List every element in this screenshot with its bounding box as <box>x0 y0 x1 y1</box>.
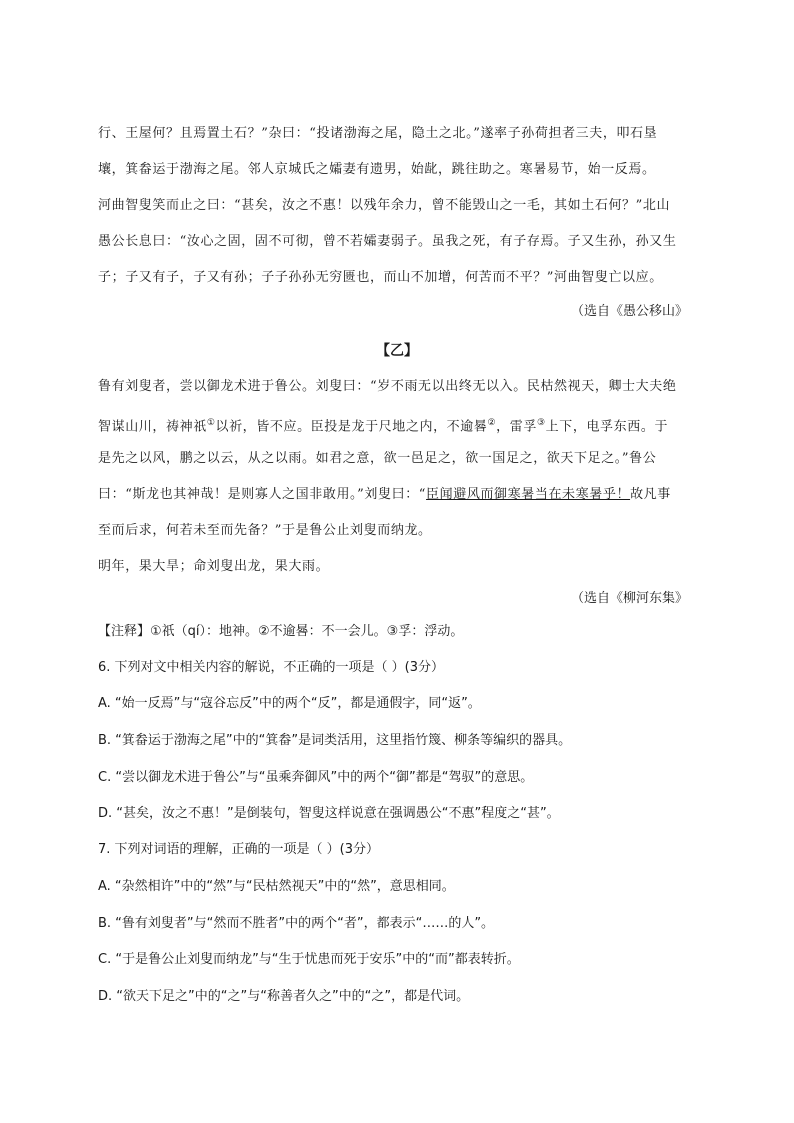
yi-line-2-part-a: 智谋山川，祷神祇 <box>98 419 207 435</box>
jia-line-3: 河曲智叟笑而止之曰：“甚矣，汝之不惠！以残年余力，曾不能毁山之一毛，其如土石何？”北山 <box>98 198 671 213</box>
question-7-stem: 7. 下列对词语的理解，正确的一项是（ ）(3分） <box>98 842 380 857</box>
yi-line-4-part-b: 故凡事 <box>630 487 671 502</box>
question-6-stem: 6. 下列对文中相关内容的解说，不正确的一项是（ ）(3分） <box>98 660 445 675</box>
question-6-option-c: C. “尝以御龙术进于鲁公”与“虽乘奔御风”中的两个“御”都是“驾驭”的意思。 <box>98 770 534 785</box>
jia-line-1: 行、王屋何？且焉置土石？”杂曰：“投诸渤海之尾，隐土之北。”遂率子孙荷担者三夫，叩石垦 <box>98 126 658 141</box>
underlined-sentence: 臣闻避风而御寒暑当在未寒暑乎！ <box>426 487 631 502</box>
yi-line-2-part-d: 上下，电孚东西。于 <box>545 419 669 435</box>
yi-line-2-part-c: ，雷孚 <box>496 419 537 435</box>
note-marker-2: ② <box>487 418 497 428</box>
yi-line-5: 至而后求，何若未至而先备？”于是鲁公止刘叟而纳龙。 <box>98 523 432 538</box>
jia-source: （选自《愚公移山》 <box>570 304 688 319</box>
yi-line-2 <box>98 413 698 437</box>
yi-line-3: 是先之以风，鹏之以云，从之以雨。如君之意，欲一邑足之，欲一国足之，欲天下足之。”鲁公 <box>98 451 657 466</box>
jia-line-2: 壤，箕畚运于渤海之尾。邻人京城氏之孀妻有遗男，始龀，跳往助之。寒暑易节，始一反焉。 <box>98 162 656 177</box>
question-7-option-c: C. “于是鲁公止刘叟而纳龙”与“生于忧患而死于安乐”中的“而”都表转折。 <box>98 952 520 967</box>
yi-line-4-part-a: 曰：“斯龙也其神哉！是则寡人之国非敢用。”刘叟曰：“ <box>98 487 427 502</box>
question-7-option-d: D. “欲天下足之”中的“之”与“称善者久之”中的“之”，都是代词。 <box>98 989 470 1004</box>
yi-line-2-part-b: 以祈，皆不应。臣投是龙于尺地之内，不逾晷 <box>215 419 488 435</box>
note-marker-3: ③ <box>536 418 546 428</box>
yi-line-6: 明年，果大旱；命刘叟出龙，果大雨。 <box>98 559 330 574</box>
yi-line-4 <box>98 485 698 505</box>
question-7-option-b: B. “鲁有刘叟者”与“然而不胜者”中的两个“者”，都表示“……的人”。 <box>98 916 495 931</box>
annotation-notes: 【注释】①祇（qí）：地神。②不逾晷：不一会儿。③孚：浮动。 <box>98 624 464 639</box>
yi-source: （选自《柳河东集》 <box>570 591 688 606</box>
question-6-option-d: D. “甚矣，汝之不惠！”是倒装句，智叟这样说意在强调愚公“不惠”程度之“甚”。 <box>98 806 560 821</box>
yi-line-1: 鲁有刘叟者，尝以御龙术进于鲁公。刘叟曰：“岁不雨无以出终无以入。民枯然视天，卿士大夫绝 <box>98 379 677 394</box>
question-6-option-b: B. “箕畚运于渤海之尾”中的“箕畚”是词类活用，这里指竹篾、柳条等编织的器具。 <box>98 733 572 748</box>
note-marker-1: ① <box>206 418 216 428</box>
question-6-option-a: A. “始一反焉”与“寇谷忘反”中的两个“反”，都是通假字，同“返”。 <box>98 696 481 711</box>
question-7-option-a: A. “杂然相许”中的“然”与“民枯然视天”中的“然”，意思相同。 <box>98 879 455 894</box>
jia-line-4: 愚公长息曰：“汝心之固，固不可彻，曾不若孀妻弱子。虽我之死，有子存焉。子又生孙，孙又生 <box>98 234 677 249</box>
jia-line-5: 子；子又有子，子又有孙；子子孙孙无穷匮也，而山不加增，何苦而不平？”河曲智叟亡以应。 <box>98 270 663 285</box>
yi-heading: 【乙】 <box>376 343 418 359</box>
